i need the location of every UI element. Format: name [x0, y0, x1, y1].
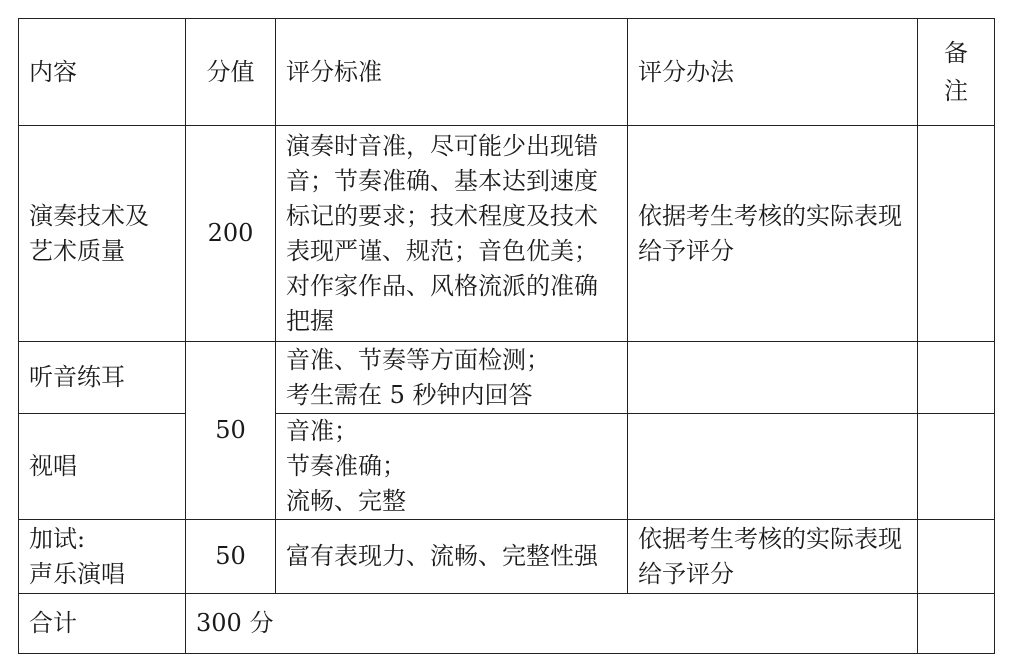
- document-page: [18, 18, 995, 654]
- ear-training-remark: [918, 342, 995, 414]
- scoring-table: [18, 18, 995, 654]
- ear-sight-shared-score: 50: [186, 342, 276, 520]
- ear-training-content: 听音练耳: [19, 342, 186, 414]
- sight-singing-remark: [918, 414, 995, 520]
- header-remark-char-2: 注: [944, 77, 968, 105]
- sight-singing-criteria: [276, 414, 628, 520]
- total-label: 合计: [19, 594, 186, 654]
- ear-training-criteria-line-1: 音准、节奏等方面检测；: [286, 345, 550, 374]
- ear-training-criteria: [276, 342, 628, 414]
- sight-singing-content: 视唱: [19, 414, 186, 520]
- extra-test-criteria: 富有表现力、流畅、完整性强: [276, 520, 628, 594]
- sight-singing-criteria-line-1: 音准；: [286, 417, 358, 445]
- header-remark-char-1: 备: [944, 39, 968, 67]
- extra-test-content: [19, 520, 186, 594]
- performance-method: 依据考生考核的实际表现给予评分: [628, 126, 918, 342]
- table-row-sight-singing: [19, 414, 995, 520]
- performance-score: 200: [186, 126, 276, 342]
- performance-remark: [918, 126, 995, 342]
- ear-training-criteria-line-2: 考生需在 5 秒钟内回答: [286, 380, 533, 409]
- header-content: 内容: [19, 19, 186, 126]
- extra-test-score: 50: [186, 520, 276, 594]
- performance-content: [19, 126, 186, 342]
- extra-test-content-line-2: 声乐演唱: [29, 559, 125, 588]
- table-row-total: [19, 594, 995, 654]
- sight-singing-criteria-line-3: 流畅、完整: [286, 487, 406, 515]
- extra-test-method: 依据考生考核的实际表现给予评分: [628, 520, 918, 594]
- header-score: 分值: [186, 19, 276, 126]
- sight-singing-method: [628, 414, 918, 520]
- performance-content-line-1: 演奏技术及: [29, 201, 149, 230]
- table-header-row: [19, 19, 995, 126]
- performance-content-line-2: 艺术质量: [29, 236, 125, 265]
- header-method: 评分办法: [628, 19, 918, 126]
- total-remark: [918, 594, 995, 654]
- total-value: 300 分: [186, 594, 918, 654]
- ear-training-method: [628, 342, 918, 414]
- sight-singing-criteria-line-2: 节奏准确；: [286, 452, 406, 480]
- table-row-ear-training: [19, 342, 995, 414]
- header-criteria: 评分标准: [276, 19, 628, 126]
- table-row-extra-test: [19, 520, 995, 594]
- header-remark: [918, 19, 995, 126]
- extra-test-remark: [918, 520, 995, 594]
- extra-test-content-line-1: 加试:: [29, 524, 86, 553]
- table-row-performance: [19, 126, 995, 342]
- performance-criteria: 演奏时音准，尽可能少出现错音；节奏准确、基本达到速度标记的要求；技术程度及技术表现严谨、规范；音色优美；对作家作品、风格流派的准确把握: [276, 126, 628, 342]
